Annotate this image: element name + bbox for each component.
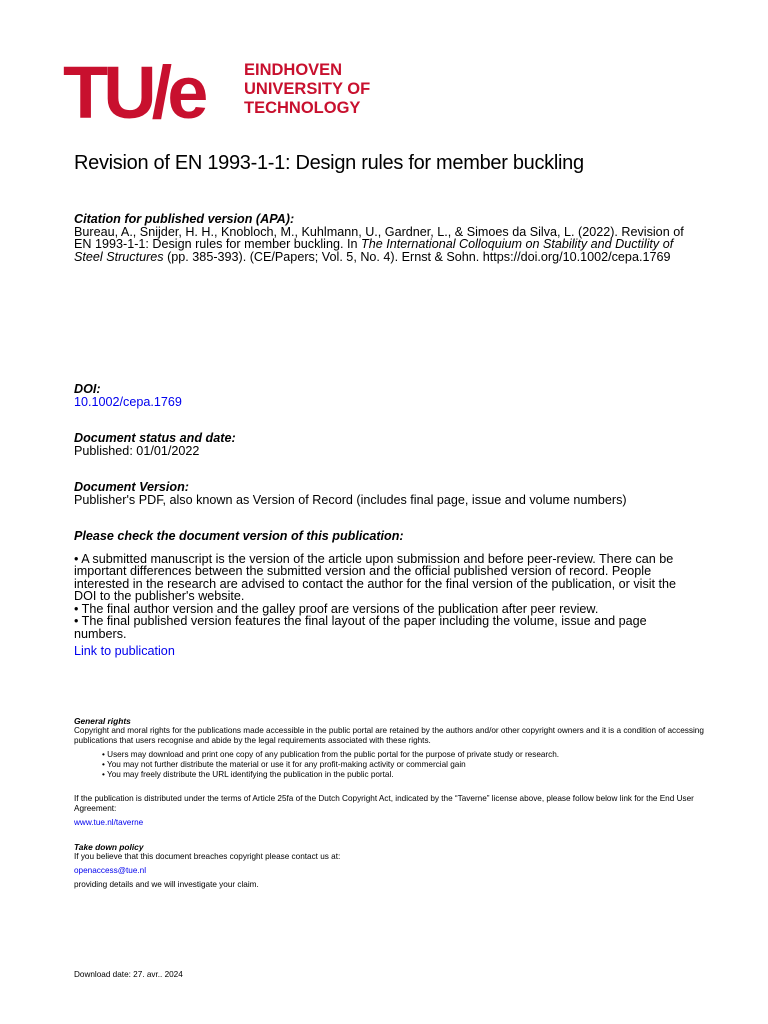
tue-logo-mark (63, 58, 383, 124)
download-date: Download date: 27. avr.. 2024 (74, 970, 183, 979)
check-bullet-1: • A submitted manuscript is the version of the article upon submission and before peer-review. There can be important differences between the submitted version and the official published version of record. People interested in the research are advised to contact the author for the final version of the publication, or visit the DOI to the publisher's website. (74, 551, 677, 603)
citation-text-a: Bureau, A., Snijder, H. H., Knobloch, M., Kuhlmann, U., Gardner, L., & Simoes da Silva, L. (2022). Revision of EN 1993-1-1: Design rules for member buckling. In (74, 224, 684, 251)
takedown-section (74, 842, 720, 890)
general-rights-text: Copyright and moral rights for the publications made accessible in the public portal are retained by the authors and/or other copyright owners and it is a condition of accessing publications that users recognise and abide by the legal requirements associated with these rights. (74, 726, 704, 745)
rights-item: • You may not further distribute the material or use it for any profit-making activity or commercial gain (102, 760, 720, 770)
general-rights-section (74, 716, 720, 828)
version-section (74, 481, 720, 506)
logo-line-3: TECHNOLOGY (244, 99, 361, 117)
citation-section (74, 213, 704, 263)
takedown-text-2: providing details and we will investigate your claim. (74, 880, 259, 889)
publication-link[interactable]: Link to publication (74, 644, 175, 658)
citation-text-b: (pp. 385-393). (CE/Papers; Vol. 5, No. 4). Ernst & Sohn. https://doi.org/10.1002/cepa.1769 (163, 249, 671, 264)
status-value: Published: 01/01/2022 (74, 443, 200, 458)
takedown-email-link[interactable]: openaccess@tue.nl (74, 866, 147, 875)
doi-section (74, 383, 704, 408)
takedown-label: Take down policy (74, 842, 144, 852)
citation-journal: The International Colloquium on Stability and Ductility of Steel Structures (74, 237, 674, 264)
logo-line-2: UNIVERSITY OF (244, 80, 371, 98)
rights-item: • Users may download and print one copy of any publication from the public portal for the purpose of private study or research. (102, 750, 720, 760)
logo-line-1: EINDHOVEN (244, 61, 343, 79)
version-value: Publisher's PDF, also known as Version of Record (includes final page, issue and volume numbers) (74, 492, 627, 507)
general-rights-label: General rights (74, 716, 131, 726)
check-bullet-3: • The final published version features the final layout of the paper including the volume, issue and page numbers. (74, 614, 647, 641)
rights-item: • You may freely distribute the URL identifying the publication in the public portal. (102, 770, 720, 780)
document-title: Revision of EN 1993-1-1: Design rules for member buckling (74, 152, 584, 174)
version-label: Document Version: (74, 480, 189, 494)
doi-label: DOI: (74, 382, 101, 396)
taverne-text: If the publication is distributed under the terms of Article 25fa of the Dutch Copyright Act, indicated by the “Taverne” license above, please follow below link for the End User Agreement: (74, 794, 694, 813)
takedown-text: If you believe that this document breaches copyright please contact us at: (74, 852, 341, 861)
citation-label: Citation for published version (APA): (74, 212, 295, 226)
tue-logo (63, 58, 383, 124)
doi-link[interactable]: 10.1002/cepa.1769 (74, 394, 182, 409)
status-section (74, 432, 704, 457)
check-bullet-2: • The final author version and the galley proof are versions of the publication after peer review. (74, 601, 599, 616)
status-label: Document status and date: (74, 431, 236, 445)
rights-list (102, 750, 720, 780)
taverne-link[interactable]: www.tue.nl/taverne (74, 818, 144, 827)
tue-logo-letters: TU/e (63, 58, 204, 124)
check-section (74, 530, 694, 658)
check-label: Please check the document version of this publication: (74, 529, 404, 543)
